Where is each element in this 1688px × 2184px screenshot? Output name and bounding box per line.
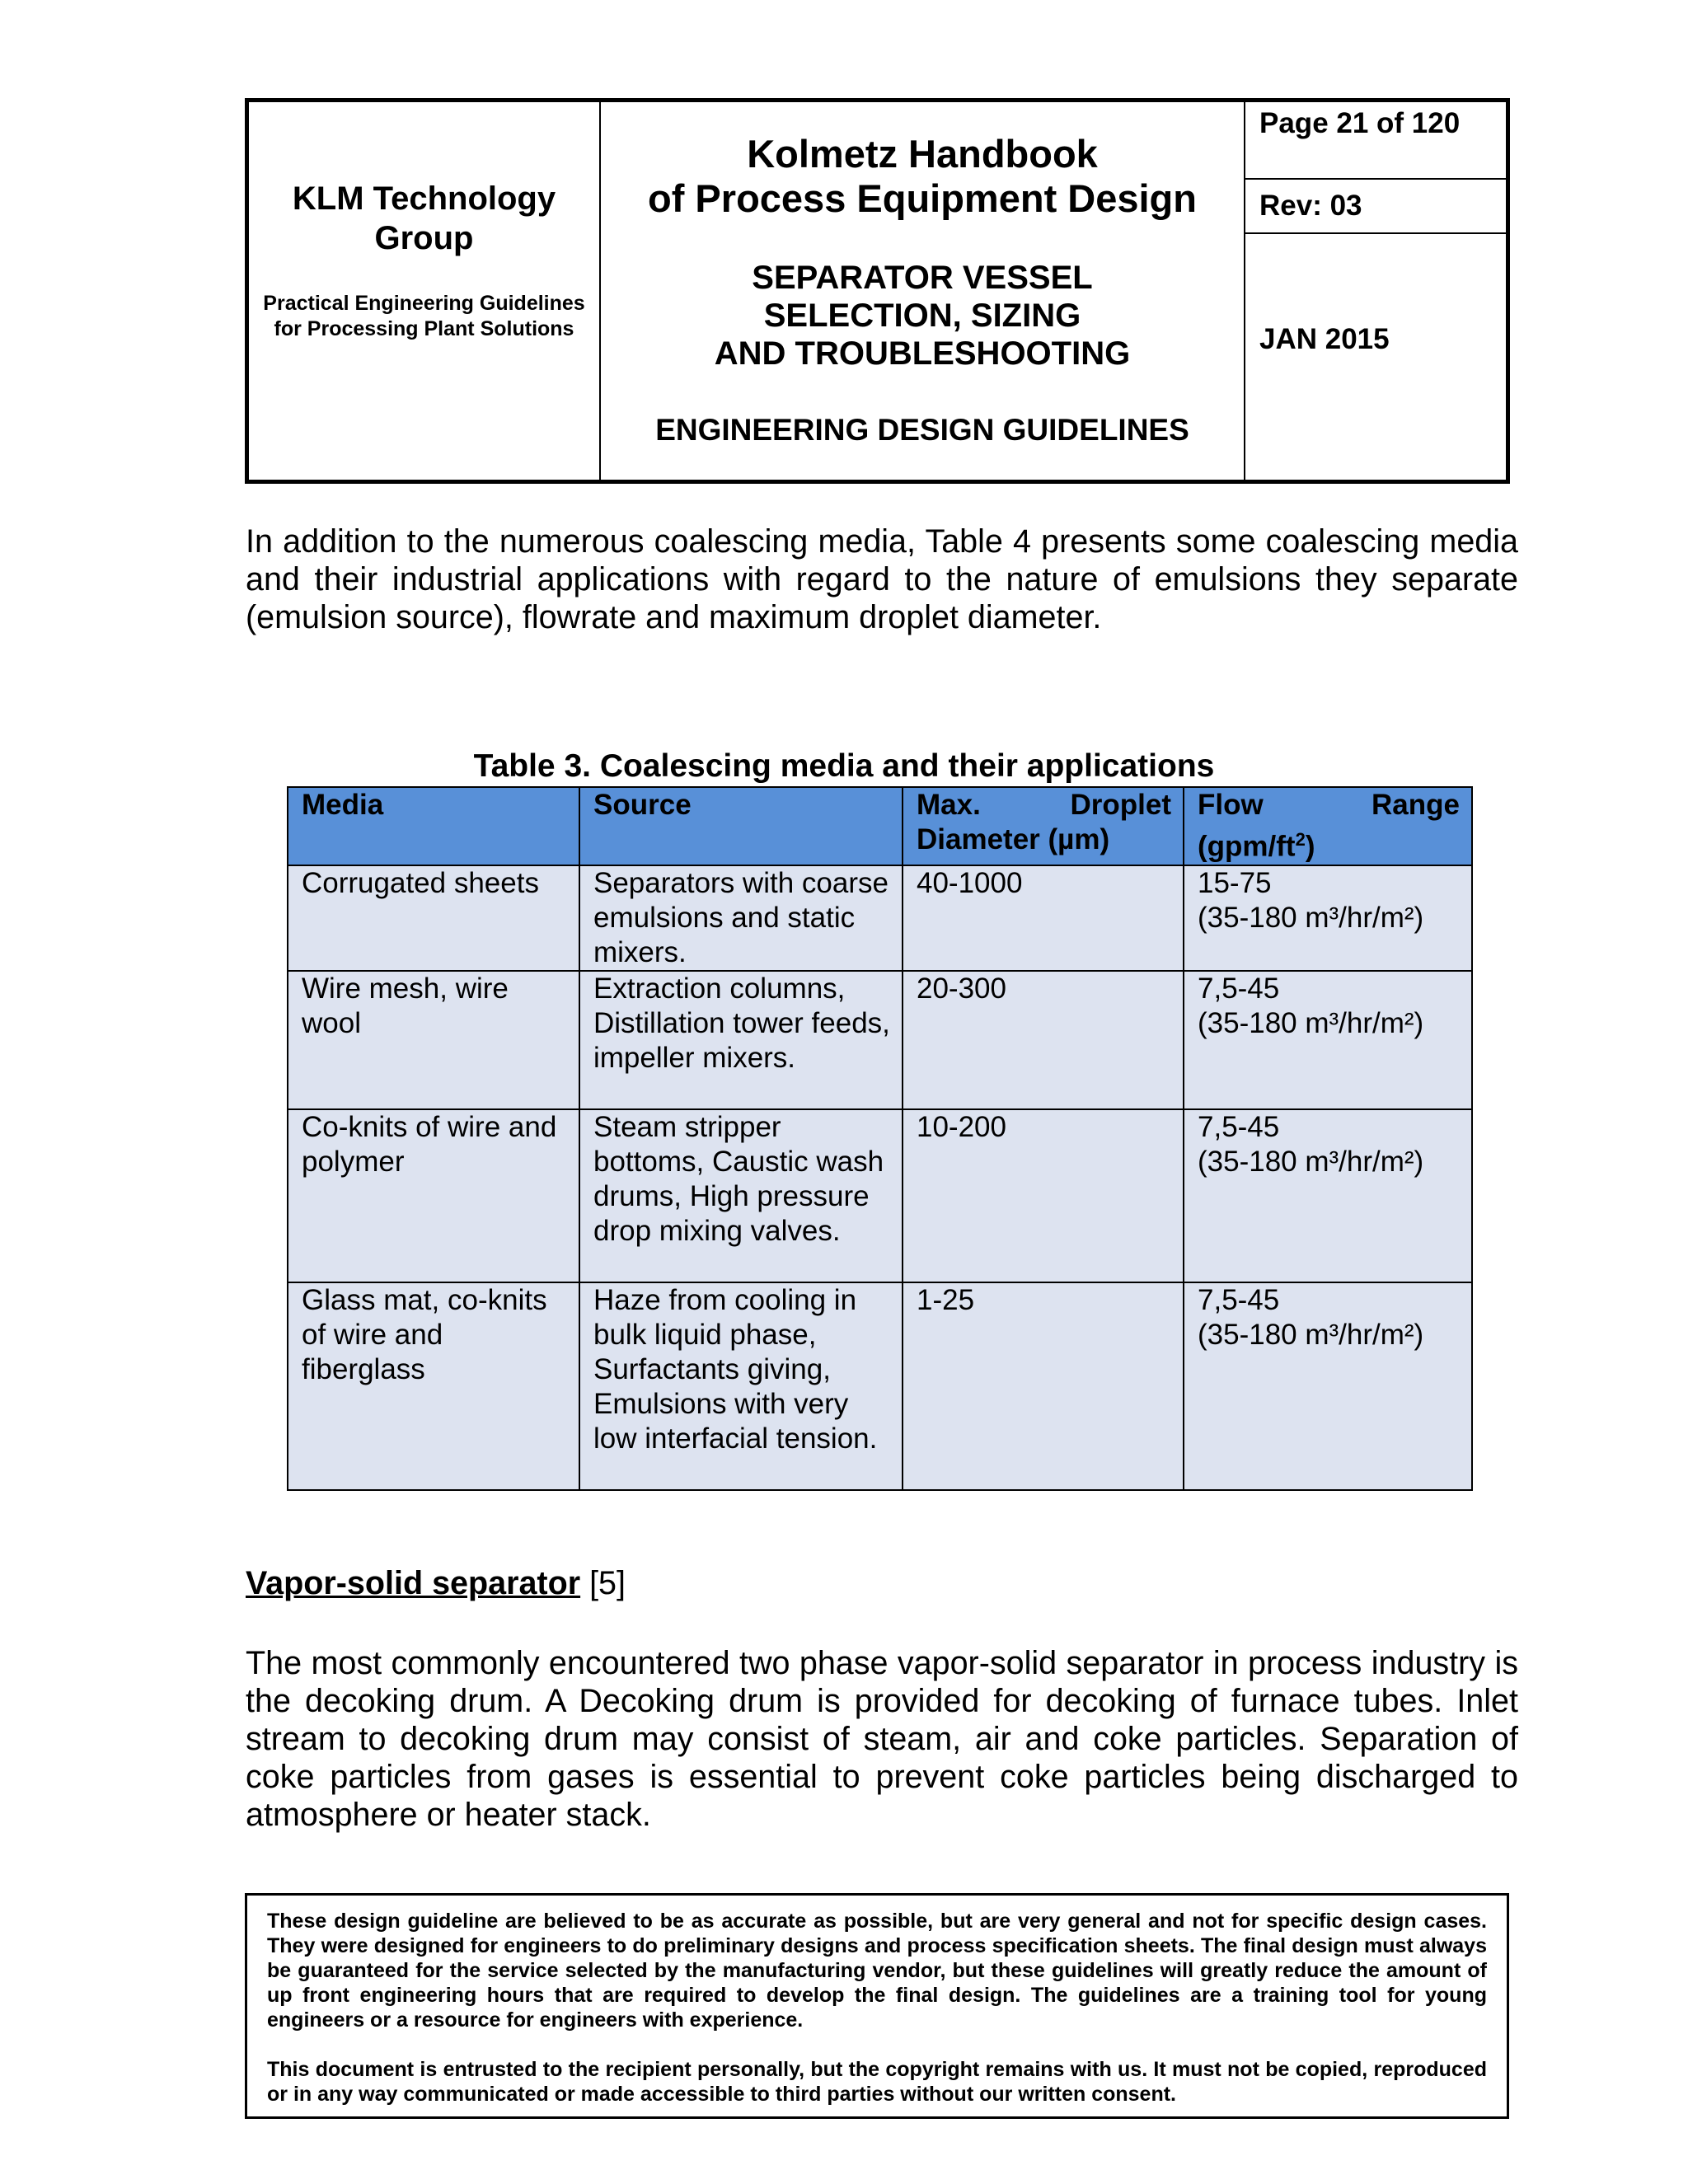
column-header-diameter [903, 787, 1184, 865]
handbook-title-line-1: Kolmetz Handbook [747, 132, 1098, 176]
flow-header-unit-exponent: 2 [1295, 829, 1306, 850]
diameter-header-word-1: Max. [917, 789, 981, 821]
diameter-header-line-2: Diameter (µm) [917, 823, 1110, 855]
cell-flow [1184, 1282, 1472, 1490]
cell-diameter: 40-1000 [903, 865, 1184, 971]
title-block [599, 102, 1244, 480]
page-number: Page 21 of 120 [1245, 102, 1506, 180]
cell-flow-metric: (35-180 m³/hr/m²) [1198, 1006, 1424, 1039]
cell-source: Haze from cooling in bulk liquid phase, Surfactants giving, Emulsions with very low interfacial tension. [579, 1282, 903, 1490]
cell-flow-range: 15-75 [1198, 866, 1272, 899]
section-paragraph: The most commonly encountered two phase vapor-solid separator in process industry is the decoking drum. A Decoking drum is provided for decoking of furnace tubes. Inlet stream to decoking drum may consist of steam, air and coke particles. Separation of coke particles from gases is essential to prevent coke particles being discharged to atmosphere or heater stack. [246, 1645, 1518, 1833]
subject-line-1: SEPARATOR VESSEL [752, 260, 1093, 296]
disclaimer-box [245, 1893, 1509, 2119]
cell-media: Wire mesh, wire wool [288, 971, 579, 1109]
cell-diameter: 1-25 [903, 1282, 1184, 1490]
section-title: Vapor-solid separator [246, 1565, 581, 1601]
company-tagline-line-1: Practical Engineering Guidelines [263, 292, 585, 315]
table-row [288, 865, 1472, 971]
cell-flow [1184, 1109, 1472, 1282]
subject-line-3: AND TROUBLESHOOTING [714, 335, 1131, 372]
flow-header-word-1: Flow [1198, 789, 1264, 821]
company-tagline-line-2: for Processing Plant Solutions [274, 317, 574, 340]
column-header-flow [1184, 787, 1472, 865]
column-header-source: Source [579, 787, 903, 865]
flow-header-line-2 [1198, 823, 1460, 865]
flow-header-unit: (gpm/ft [1198, 830, 1296, 863]
document-header [245, 98, 1510, 484]
cell-source: Extraction columns, Distillation tower feeds, impeller mixers. [579, 971, 903, 1109]
cell-flow [1184, 971, 1472, 1109]
coalescing-media-table [287, 786, 1473, 1491]
cell-diameter: 10-200 [903, 1109, 1184, 1282]
meta-block [1244, 102, 1506, 480]
cell-flow-range: 7,5-45 [1198, 1283, 1280, 1316]
table-header-row [288, 787, 1472, 865]
cell-source: Separators with coarse emulsions and static mixers. [579, 865, 903, 971]
handbook-title [601, 132, 1244, 221]
disclaimer-text: These design guideline are believed to be as accurate as possible, but are very general and not for specific design cases. They were designed for engineers to do preliminary designs and process specification sheets. The final design must always be guaranteed for the service selected by the manufacturing vendor, but these guidelines will greatly reduce the amount of up front engineering hours that are required to develop the final design. The guidelines are a training tool for young engineers or a resource for engineers with experience. [267, 1910, 1487, 2032]
guidelines-label: ENGINEERING DESIGN GUIDELINES [655, 413, 1189, 447]
document-subject [601, 259, 1244, 373]
table-row [288, 1282, 1472, 1490]
flow-header-close: ) [1305, 830, 1315, 863]
table-caption: Table 3. Coalescing media and their applications [473, 748, 1215, 784]
section-heading [246, 1564, 626, 1602]
table-row [288, 1109, 1472, 1282]
company-name: KLM Technology Group [292, 180, 556, 256]
cell-media: Co-knits of wire and polymer [288, 1109, 579, 1282]
cell-flow-metric: (35-180 m³/hr/m²) [1198, 1145, 1424, 1178]
cell-media: Glass mat, co-knits of wire and fiberglass [288, 1282, 579, 1490]
flow-header-word-2: Range [1372, 789, 1460, 821]
column-header-media: Media [288, 787, 579, 865]
cell-flow [1184, 865, 1472, 971]
company-tagline [249, 291, 599, 342]
diameter-header-word-2: Droplet [1070, 789, 1171, 821]
cell-diameter: 20-300 [903, 971, 1184, 1109]
company-block [249, 102, 599, 480]
cell-flow-range: 7,5-45 [1198, 1110, 1280, 1143]
handbook-title-line-2: of Process Equipment Design [648, 176, 1197, 220]
revision: Rev: 03 [1245, 180, 1506, 234]
cell-flow-metric: (35-180 m³/hr/m²) [1198, 1318, 1424, 1351]
cell-source: Steam stripper bottoms, Caustic wash drums, High pressure drop mixing valves. [579, 1109, 903, 1282]
copyright-text: This document is entrusted to the recipient personally, but the copyright remains with us. It must not be copied, reproduced or in any way communicated or made accessible to third parties without our written consent. [267, 2058, 1487, 2106]
subject-line-2: SELECTION, SIZING [763, 298, 1081, 334]
intro-paragraph: In addition to the numerous coalescing media, Table 4 presents some coalescing media and their industrial applications with regard to the nature of emulsions they separate (emulsion source), flowrate and maximum droplet diameter. [246, 523, 1518, 635]
section-reference: [5] [580, 1565, 626, 1601]
cell-flow-metric: (35-180 m³/hr/m²) [1198, 901, 1424, 934]
issue-date: JAN 2015 [1259, 323, 1390, 355]
cell-media: Corrugated sheets [288, 865, 579, 971]
cell-flow-range: 7,5-45 [1198, 972, 1280, 1005]
table-row [288, 971, 1472, 1109]
